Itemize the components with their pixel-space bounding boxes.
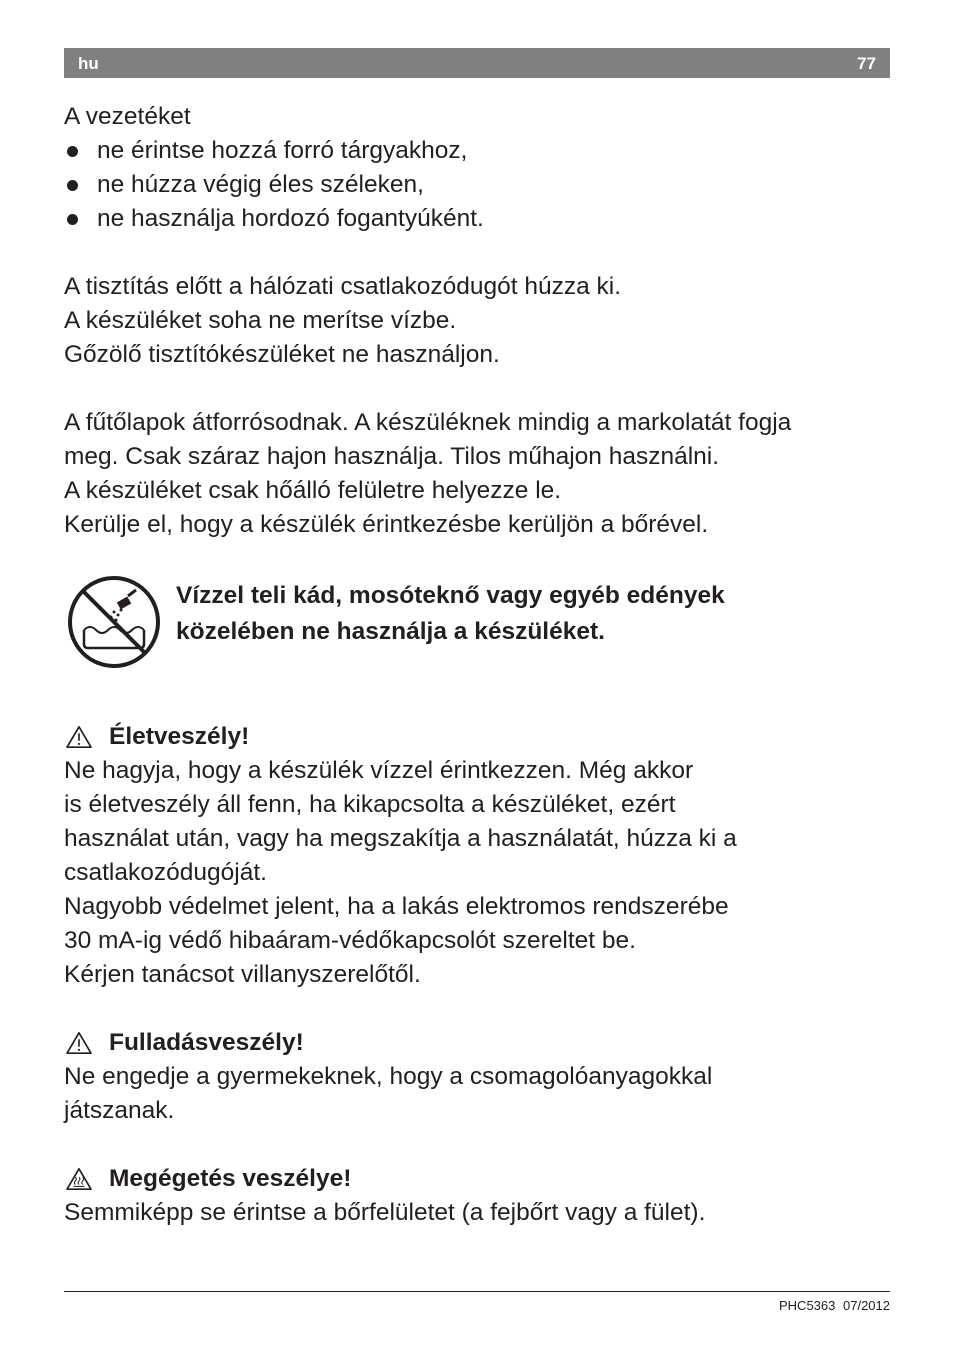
cable-section [64, 100, 894, 236]
text-line: Vízzel teli kád, mosóteknő vagy egyéb edények [176, 582, 725, 609]
section-title [64, 720, 894, 754]
footer-divider [64, 1291, 890, 1292]
section-title-text: Életveszély! [109, 723, 250, 750]
section-title-text: Megégetés veszélye! [109, 1165, 352, 1192]
text-line: 30 mA-ig védő hibaáram-védőkapcsolót szereltet be. [64, 927, 636, 954]
hot-surface-warning-icon [64, 1167, 94, 1191]
page-content [64, 100, 894, 1230]
text-line: Gőzölő tisztítókészüléket ne használjon. [64, 341, 500, 368]
suffocation-section [64, 1026, 894, 1128]
publication-date: 07/2012 [843, 1298, 890, 1313]
text-line: csatlakozódugóját. [64, 859, 267, 886]
text-line: A tisztítás előtt a hálózati csatlakozódugót húzza ki. [64, 273, 622, 300]
text-line: Ne hagyja, hogy a készülék vízzel érintkezzen. Még akkor [64, 757, 694, 784]
text-line: játszanak. [64, 1097, 175, 1124]
cleaning-section [64, 270, 894, 372]
text-line: használat után, vagy ha megszakítja a használatát, húzza ki a [64, 825, 737, 852]
cable-intro: A vezetéket [64, 103, 191, 130]
page-number: 77 [857, 54, 876, 73]
text-line: Semmiképp se érintse a bőrfelületet (a fejbőrt vagy a fület). [64, 1199, 706, 1226]
bullet-item: ne húzza végig éles széleken, [64, 168, 894, 202]
text-line: A fűtőlapok átforrósodnak. A készüléknek mindig a markolatát fogja [64, 409, 792, 436]
text-line: meg. Csak száraz hajon használja. Tilos műhajon használni. [64, 443, 720, 470]
text-line: közelében ne használja a készüléket. [176, 618, 605, 645]
warning-triangle-icon [64, 1031, 94, 1055]
section-title-text: Fulladásveszély! [109, 1029, 304, 1056]
water-warning [64, 572, 894, 672]
text-line: Kerülje el, hogy a készülék érintkezésbe kerüljön a bőrével. [64, 511, 709, 538]
warning-triangle-icon [64, 725, 94, 749]
burn-section [64, 1162, 894, 1230]
text-line: A készüléket csak hőálló felületre helyezze le. [64, 477, 562, 504]
life-danger-section [64, 720, 894, 992]
no-water-bath-icon [64, 572, 164, 672]
footer [779, 1298, 890, 1313]
text-line: Ne engedje a gyermekeknek, hogy a csomagolóanyagokkal [64, 1063, 713, 1090]
text-line: Kérjen tanácsot villanyszerelőtől. [64, 961, 421, 988]
heat-section [64, 406, 894, 542]
header-bar [64, 48, 890, 78]
text-line: Nagyobb védelmet jelent, ha a lakás elektromos rendszerébe [64, 893, 729, 920]
model-number: PHC5363 [779, 1298, 836, 1313]
section-title [64, 1162, 894, 1196]
bullet-item: ne használja hordozó fogantyúként. [64, 202, 894, 236]
section-title [64, 1026, 894, 1060]
bullet-item: ne érintse hozzá forró tárgyakhoz, [64, 134, 894, 168]
language-code: hu [78, 54, 99, 73]
text-line: A készüléket soha ne merítse vízbe. [64, 307, 457, 334]
water-warning-text [176, 578, 725, 650]
text-line: is életveszély áll fenn, ha kikapcsolta a készüléket, ezért [64, 791, 676, 818]
